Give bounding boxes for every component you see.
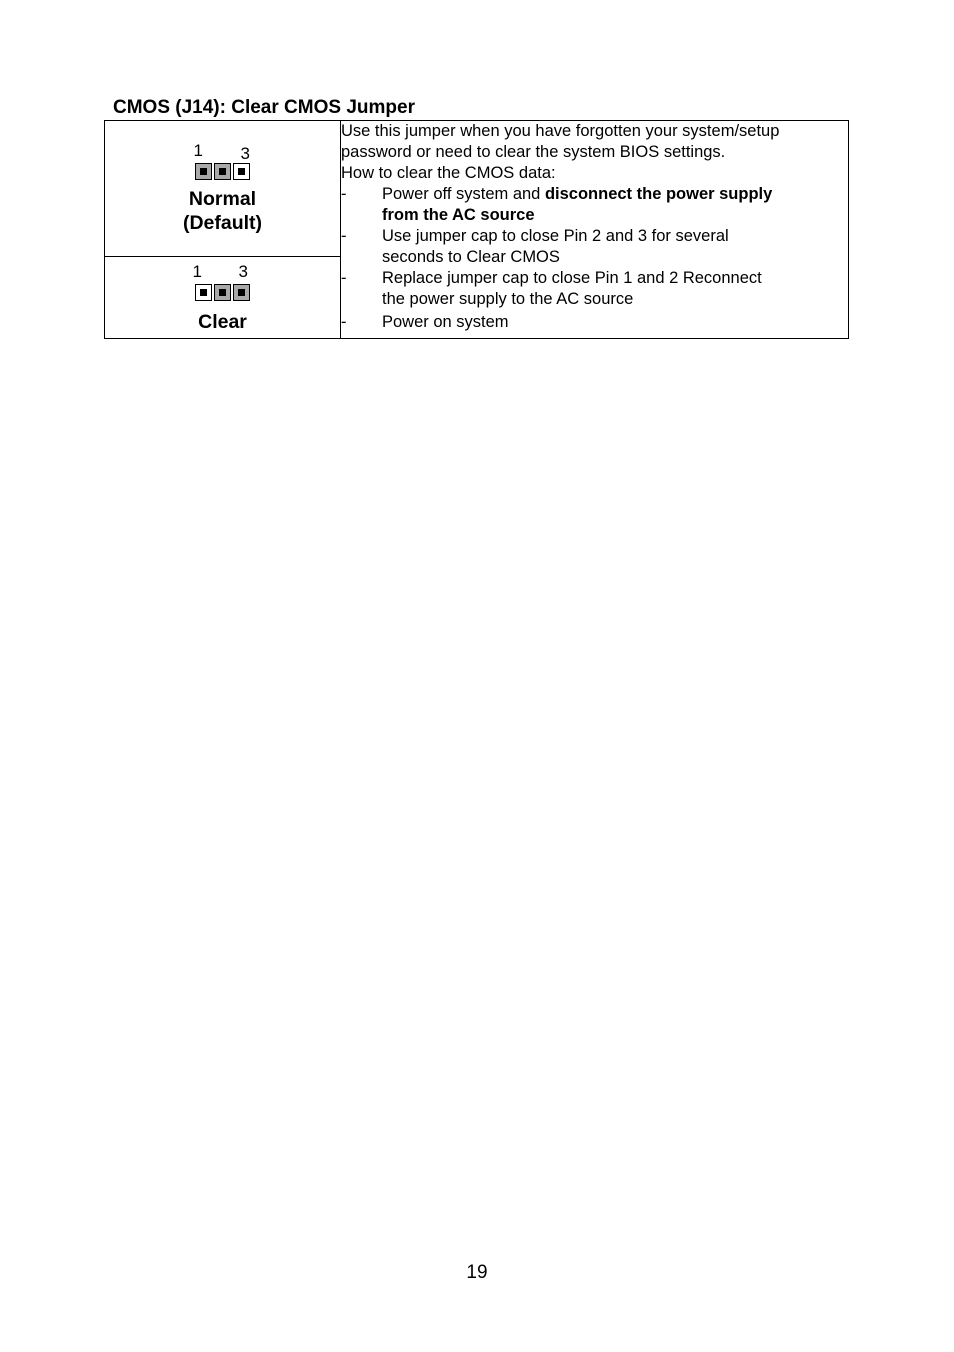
clear-setting-label: Clear [198,311,247,333]
step-4 [341,312,848,333]
clear-pin-1-label: 1 [192,262,202,281]
jumper-settings-table [104,120,849,339]
jumper-pin-1-open [195,284,212,301]
step-3-dash: - [341,269,347,287]
jumper-pin-2-capped [214,163,231,180]
step-2-line-1: Use jumper cap to close Pin 2 and 3 for several [382,227,729,245]
step-1-text: Power off system and [382,185,545,203]
step-1-bold-b: from the AC source [382,206,535,224]
clear-pin-labels [188,262,258,284]
normal-label-line1: Normal [188,188,257,210]
instructions-cell [341,121,849,339]
clear-setting-cell [105,257,341,339]
step-2-dash: - [341,227,347,245]
jumper-pin-2-capped [214,284,231,301]
jumper-pin-3-capped [233,284,250,301]
clear-jumper-diagram [105,284,340,304]
intro-line-1: Use this jumper when you have forgotten your system/setup [341,122,780,140]
step-3 [341,268,848,310]
step-4-dash: - [341,313,347,331]
normal-jumper-diagram [105,163,340,183]
step-3-line-1: Replace jumper cap to close Pin 1 and 2 Reconnect [382,269,762,287]
normal-pin-labels [188,141,258,163]
step-2 [341,226,848,268]
step-1-bold-a: disconnect the power supply [544,185,773,203]
jumper-pin-3-open [233,163,250,180]
intro-line-3: How to clear the CMOS data: [341,164,556,182]
step-3-line-2: the power supply to the AC source [382,290,634,308]
step-1-dash: - [341,185,347,203]
normal-setting-label [105,187,340,235]
page-number: 19 [466,1262,488,1283]
normal-pin-3-label: 3 [240,144,250,163]
clear-pin-3-label: 3 [238,262,248,281]
step-1 [341,184,848,226]
normal-label-line2: (Default) [182,212,263,234]
section-title: CMOS (J14): Clear CMOS Jumper [113,97,415,118]
jumper-pin-1-capped [195,163,212,180]
intro-line-2: password or need to clear the system BIOS settings. [341,143,726,161]
step-2-line-2: seconds to Clear CMOS [382,248,560,266]
step-4-text: Power on system [382,313,509,331]
normal-pin-1-label: 1 [193,141,203,160]
normal-setting-cell [105,121,341,257]
